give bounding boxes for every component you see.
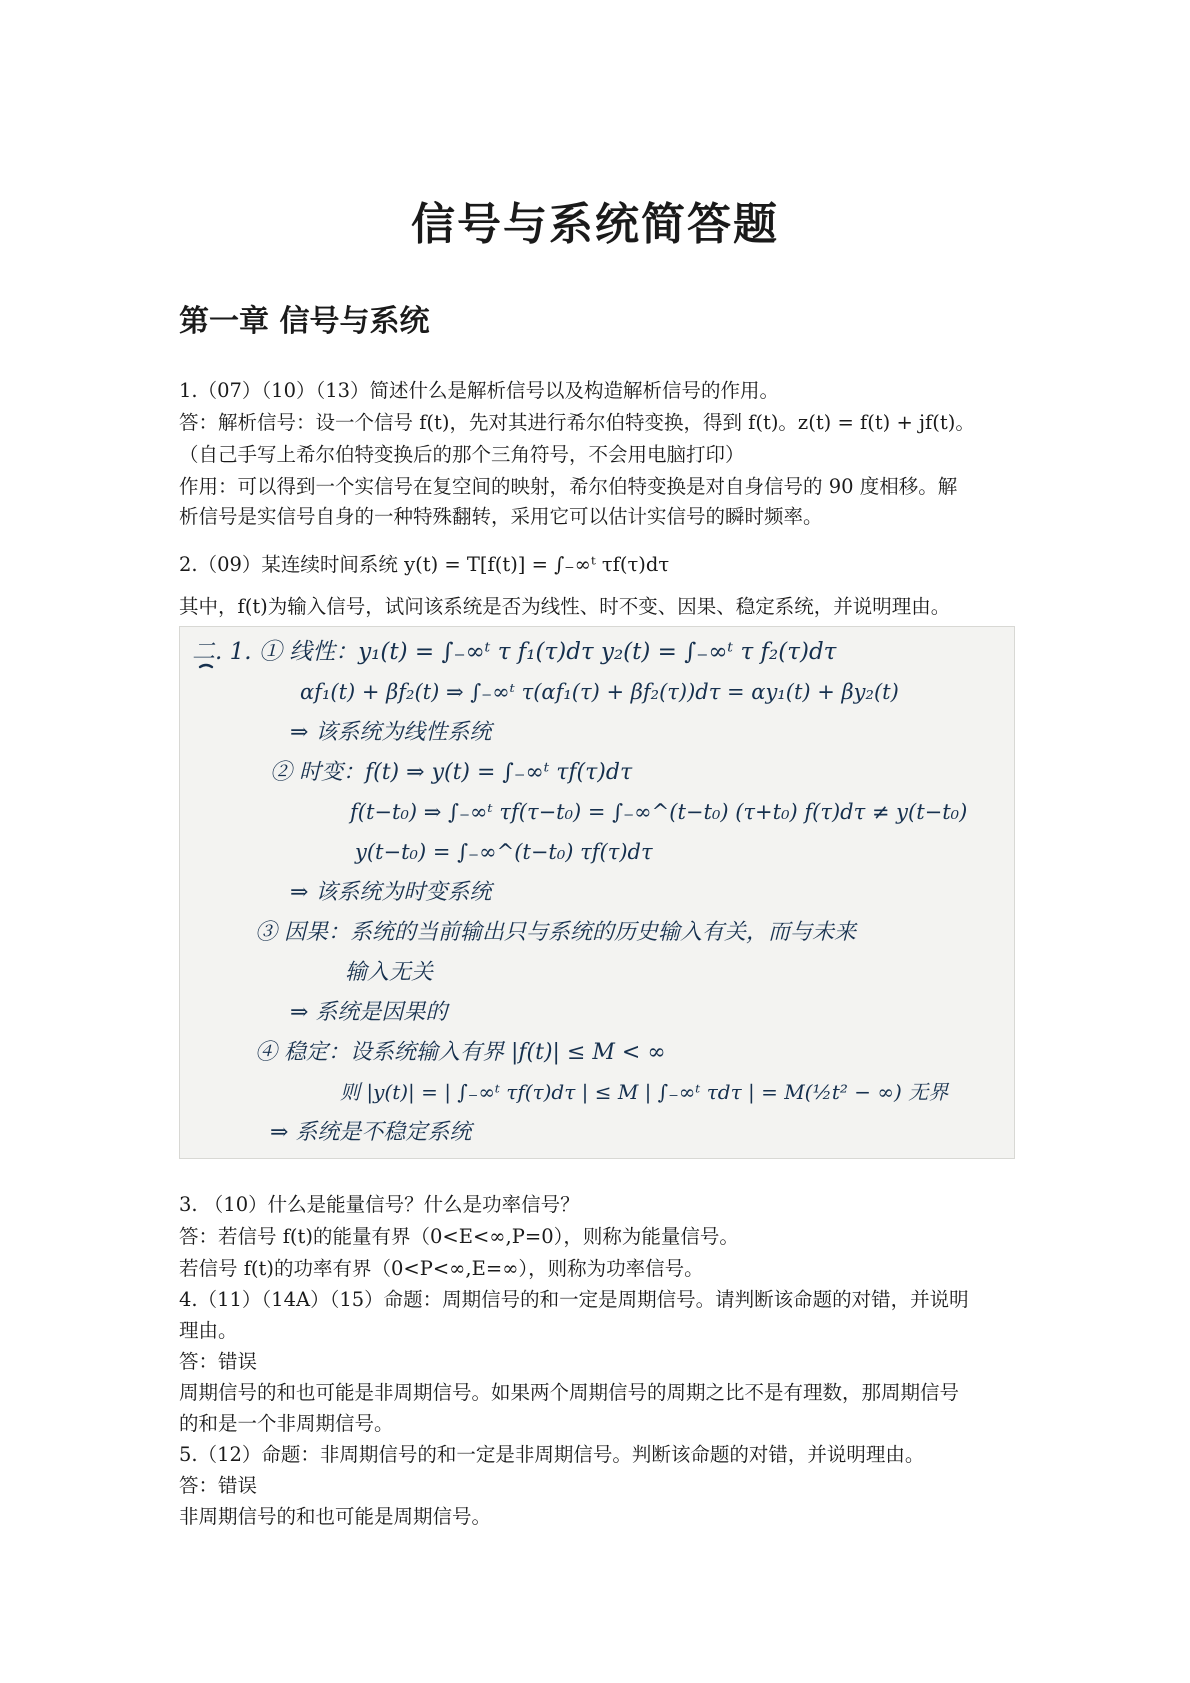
- q2-question: 2.（09）某连续时间系统 y(t) = T[f(t)] = ∫₋∞ᵗ τf(τ)dτ: [179, 553, 670, 576]
- q4-reason-line-2: 的和是一个非周期信号。: [179, 1412, 394, 1435]
- q5-reason: 非周期信号的和也可能是周期信号。: [179, 1505, 492, 1528]
- hw-line-5: f(t−t₀) ⇒ ∫₋∞ᵗ τf(τ−t₀) = ∫₋∞^(t−t₀) (τ+t₀) f(τ)dτ ≠ y(t−t₀): [350, 800, 968, 824]
- hw-line-3: ⇒ 该系统为线性系统: [290, 720, 492, 745]
- q2-description: 其中，f(t)为输入信号，试问该系统是否为线性、时不变、因果、稳定系统，并说明理由。: [179, 595, 951, 618]
- hw-scribble-mark: [200, 665, 212, 667]
- hw-line-7: ⇒ 该系统为时变系统: [290, 880, 492, 905]
- q1-answer-line-1: 答：解析信号：设一个信号 f(t)，先对其进行希尔伯特变换，得到 f(t)。z(t) = f(t) + jf(t)。: [179, 411, 975, 434]
- q1-answer-line-2: （自己手写上希尔伯特变换后的那个三角符号，不会用电脑打印）: [179, 443, 745, 466]
- hw-line-2: αf₁(t) + βf₂(t) ⇒ ∫₋∞ᵗ τ(αf₁(τ) + βf₂(τ))dτ = αy₁(t) + βy₂(t): [300, 680, 899, 704]
- q1-effect-line-2: 析信号是实信号自身的一种特殊翻转，采用它可以估计实信号的瞬时频率。: [179, 505, 823, 528]
- hw-line-13: ⇒ 系统是不稳定系统: [270, 1120, 472, 1145]
- hw-line-12: 则 |y(t)| = | ∫₋∞ᵗ τf(τ)dτ | ≤ M | ∫₋∞ᵗ τdτ | = M(½t² − ∞) 无界: [340, 1080, 949, 1104]
- q5-answer: 答：错误: [179, 1474, 258, 1497]
- chapter-heading: 第一章 信号与系统: [179, 304, 430, 339]
- hw-line-11: ④ 稳定：设系统输入有界 |f(t)| ≤ M < ∞: [255, 1040, 666, 1065]
- q1-question: 1.（07）（10）（13）简述什么是解析信号以及构造解析信号的作用。: [179, 379, 780, 402]
- handwriting-svg: [180, 627, 1014, 1158]
- q4-question-line-2: 理由。: [179, 1319, 238, 1342]
- q4-question-line-1: 4.（11）（14A）（15）命题：周期信号的和一定是周期信号。请判断该命题的对错，并说明: [179, 1288, 969, 1311]
- hw-line-9: 输入无关: [345, 960, 434, 985]
- q4-answer: 答：错误: [179, 1350, 258, 1373]
- q3-answer-line-2: 若信号 f(t)的功率有界（0<P<∞,E=∞），则称为功率信号。: [179, 1257, 704, 1280]
- document-title: 信号与系统简答题: [411, 199, 779, 250]
- hw-line-8: ③ 因果：系统的当前输出只与系统的历史输入有关，而与未来: [255, 920, 856, 945]
- hw-line-10: ⇒ 系统是因果的: [290, 1000, 448, 1025]
- q1-effect-line-1: 作用：可以得到一个实信号在复空间的映射，希尔伯特变换是对自身信号的 90 度相移。解: [179, 475, 958, 498]
- handwritten-answer-photo: [179, 626, 1015, 1159]
- hw-line-1: 二. 1. ① 线性：y₁(t) = ∫₋∞ᵗ τ f₁(τ)dτ y₂(t) = ∫₋∞ᵗ τ f₂(τ)dτ: [192, 639, 837, 665]
- hw-line-6: y(t−t₀) = ∫₋∞^(t−t₀) τf(τ)dτ: [355, 840, 653, 864]
- hw-line-4: ② 时变：f(t) ⇒ y(t) = ∫₋∞ᵗ τf(τ)dτ: [270, 760, 633, 785]
- q3-question: 3. （10）什么是能量信号？什么是功率信号？: [179, 1193, 580, 1216]
- q4-reason-line-1: 周期信号的和也可能是非周期信号。如果两个周期信号的周期之比不是有理数，那周期信号: [179, 1381, 960, 1404]
- q3-answer-line-1: 答：若信号 f(t)的能量有界（0<E<∞,P=0），则称为能量信号。: [179, 1225, 739, 1248]
- q5-question: 5.（12）命题：非周期信号的和一定是非周期信号。判断该命题的对错，并说明理由。: [179, 1443, 925, 1466]
